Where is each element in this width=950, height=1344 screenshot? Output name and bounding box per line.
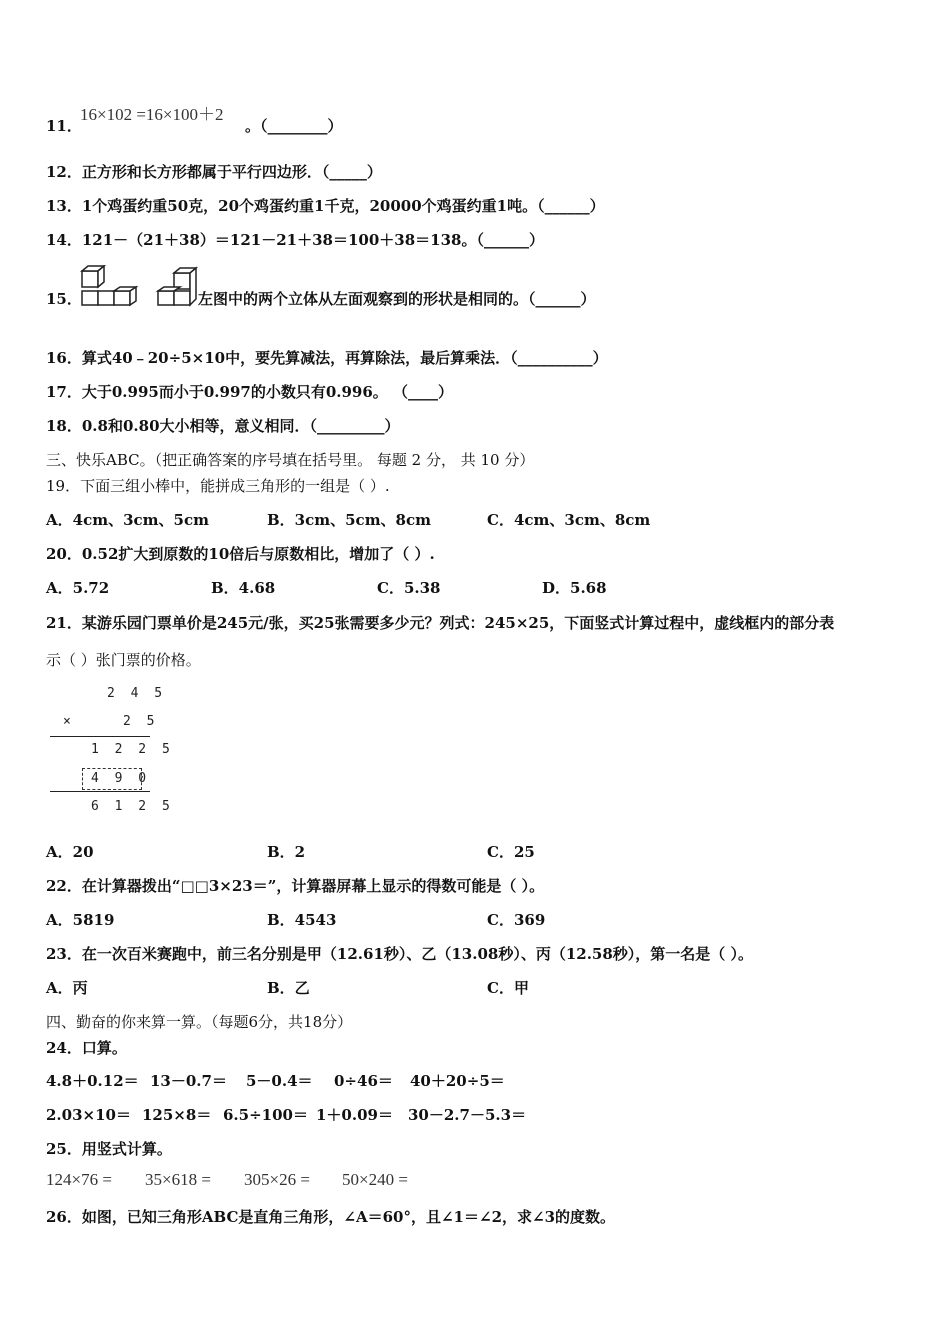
question-17: 17．大于0.995而小于0.997的小数只有0.996。 （____） — [46, 383, 454, 401]
vertical-rule-1 — [50, 736, 150, 737]
vertical-row-6125: 6 1 2 5 — [91, 799, 174, 814]
q21-stem-line1: 21．某游乐园门票单价是245元/张，买25张需要多少元？列式：245×25，下面竖式计算过程中，虚线框内的部分表 — [46, 614, 835, 632]
q23-stem: 23．在一次百米赛跑中，前三名分别是甲（12.61秒）、乙（13.08秒）、丙（12.58秒），第一名是（ ）。 — [46, 945, 754, 963]
q24-item: 40＋20÷5＝ — [410, 1072, 505, 1090]
q21-stem-line2: 示（ ）张门票的价格。 — [46, 651, 201, 669]
q20-option-a: A．5.72 — [46, 579, 110, 597]
q22-option-b: B．4543 — [267, 911, 337, 929]
q21-option-a: A．20 — [46, 843, 94, 861]
q25-item: 305×26 = — [244, 1170, 310, 1189]
q25-stem: 25．用竖式计算。 — [46, 1140, 172, 1158]
question-12: 12．正方形和长方形都属于平行四边形．（_____） — [46, 163, 382, 181]
q19-stem: 19．下面三组小棒中，能拼成三角形的一组是（ ）. — [46, 477, 390, 495]
q23-option-b: B．乙 — [267, 979, 310, 997]
section-4-heading: 四、勤奋的你来算一算。（每题6分，共18分） — [46, 1013, 353, 1031]
q19-option-a: A．4cm、3cm、5cm — [46, 511, 209, 529]
vertical-row-245: 2 4 5 — [107, 686, 167, 701]
q25-item: 124×76 = — [46, 1170, 112, 1189]
question-13: 13．1个鸡蛋约重50克，20个鸡蛋约重1千克，20000个鸡蛋约重1吨。（______） — [46, 197, 605, 215]
q19-option-b: B．3cm、5cm、8cm — [267, 511, 432, 529]
q11-expression: 16×102 =16×100＋2 — [80, 105, 224, 124]
q24-item: 0÷46＝ — [334, 1072, 393, 1090]
q21-option-c: C．25 — [487, 843, 535, 861]
vertical-row-1225: 1 2 2 5 — [91, 742, 174, 757]
q11-number: 11． — [46, 117, 82, 135]
vertical-times-sign: × — [63, 714, 75, 729]
q24-item: 30－2.7－5.3＝ — [408, 1106, 527, 1124]
q24-item: 13－0.7＝ — [150, 1072, 227, 1090]
q20-option-c: C．5.38 — [377, 579, 441, 597]
q19-option-c: C．4cm、3cm、8cm — [487, 511, 651, 529]
q21-option-b: B．2 — [267, 843, 306, 861]
q23-option-c: C．甲 — [487, 979, 529, 997]
q24-item: 125×8＝ — [142, 1106, 212, 1124]
q20-option-b: B．4.68 — [211, 579, 276, 597]
vertical-row-490: 4 9 0 — [91, 771, 151, 786]
q20-stem: 20．0.52扩大到原数的10倍后与原数相比，增加了（ ）. — [46, 545, 435, 563]
q22-option-c: C．369 — [487, 911, 546, 929]
cube-figures-image — [80, 265, 200, 309]
section-3-heading: 三、快乐ABC。（把正确答案的序号填在括号里。 每题 2 分， 共 10 分） — [46, 451, 535, 469]
vertical-rule-2 — [50, 791, 150, 792]
question-14: 14．121－（21＋38）＝121－21＋38＝100＋38＝138。（______） — [46, 231, 544, 249]
q22-option-a: A．5819 — [46, 911, 115, 929]
q24-stem: 24．口算。 — [46, 1039, 127, 1057]
q25-item: 35×618 = — [145, 1170, 211, 1189]
question-11 — [46, 116, 82, 136]
q24-item: 4.8＋0.12＝ — [46, 1072, 139, 1090]
q11-answer-blank: 。（________） — [245, 117, 343, 135]
question-18: 18．0.8和0.80大小相等，意义相同．（_________） — [46, 417, 400, 435]
q20-option-d: D．5.68 — [542, 579, 607, 597]
vertical-row-25: 2 5 — [123, 714, 159, 729]
q23-option-a: A．丙 — [46, 979, 88, 997]
q24-item: 2.03×10＝ — [46, 1106, 131, 1124]
question-26: 26．如图，已知三角形ABC是直角三角形，∠A＝60°，且∠1＝∠2，求∠3的度数。 — [46, 1208, 616, 1226]
question-16: 16．算式40﹣20÷5×10中，要先算减法，再算除法，最后算乘法．（__________） — [46, 349, 608, 367]
q22-stem: 22．在计算器拨出“□□3×23＝”，计算器屏幕上显示的得数可能是（ ）。 — [46, 877, 545, 895]
q24-item: 6.5÷100＝ — [223, 1106, 308, 1124]
q24-item: 5－0.4＝ — [246, 1072, 313, 1090]
q15-number: 15． — [46, 290, 82, 308]
q24-item: 1＋0.09＝ — [316, 1106, 393, 1124]
q15-text: 左图中的两个立体从左面观察到的形状是相同的。（______） — [198, 290, 596, 308]
q25-item: 50×240 = — [342, 1170, 408, 1189]
